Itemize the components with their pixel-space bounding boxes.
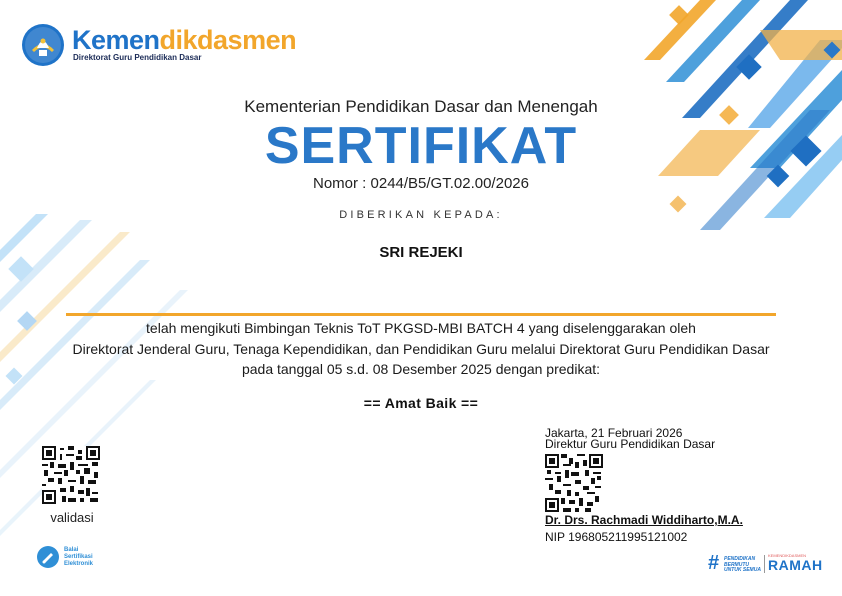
- ramah-tag-line-3: UNTUK SEMUA: [724, 567, 761, 573]
- ramah-tagline: [724, 557, 761, 574]
- recipient-name: SRI REJEKI: [379, 244, 463, 261]
- given-to-label: DIBERIKAN KEPADA:: [339, 209, 503, 221]
- ramah-small-label: KEMENDIKDASMEN: [768, 553, 807, 558]
- bse-text: [64, 547, 93, 568]
- body-line-1: telah mengikuti Bimbingan Teknis ToT PKGSD-MBI BATCH 4 yang diselenggarakan oleh: [146, 320, 696, 336]
- bse-logo-icon: [37, 546, 59, 568]
- tut-wuri-handayani-emblem-icon: [22, 24, 64, 66]
- bse-line-1: Balai: [64, 547, 79, 553]
- body-line-3: pada tanggal 05 s.d. 08 Desember 2025 dengan predikat:: [241, 361, 601, 377]
- signature-qr-code-icon[interactable]: [545, 454, 603, 512]
- brand-part1: Kemen: [72, 25, 160, 55]
- bse-line-2: Sertifikasi: [64, 554, 93, 560]
- ramah-tag-line-2: BERMUTU: [724, 561, 749, 568]
- validation-label: validasi: [50, 510, 94, 525]
- body-line-2: Direktorat Jenderal Guru, Tenaga Kependidikan, dan Pendidikan Guru melalui Direktorat Guru Pendidikan Dasar: [72, 341, 770, 357]
- ramah-word: RAMAH: [768, 557, 823, 573]
- signature-place-date: Jakarta, 21 Februari 2026: [545, 426, 683, 440]
- ramah-logo: [708, 552, 823, 578]
- bse-line-3: Elektronik: [64, 561, 94, 567]
- signature-role: Direktur Guru Pendidikan Dasar: [545, 437, 716, 451]
- ministry-logo: [22, 24, 297, 68]
- brand-part2: dikdasmen: [159, 25, 297, 55]
- ramah-tag-line-1: PENDIDIKAN: [724, 556, 756, 562]
- ramah-separator: [764, 555, 765, 573]
- hashtag-icon: #: [708, 552, 720, 574]
- brand-subtitle: Direktorat Guru Pendidikan Dasar: [73, 53, 202, 62]
- signatory-name: Dr. Drs. Rachmadi Widdiharto,M.A.: [545, 513, 743, 527]
- bse-logo: [37, 546, 117, 572]
- divider-line: [66, 313, 776, 316]
- validation-qr-code-icon[interactable]: [42, 446, 100, 504]
- certificate-number: Nomor : 0244/B5/GT.02.00/2026: [313, 175, 529, 192]
- signatory-nip: NIP 196805211995121002: [545, 530, 688, 544]
- brand-wordmark: [72, 25, 296, 55]
- certificate-title: SERTIFIKAT: [264, 117, 578, 175]
- predicate: == Amat Baik ==: [363, 395, 479, 411]
- ministry-name: Kementerian Pendidikan Dasar dan Menengah: [244, 97, 598, 116]
